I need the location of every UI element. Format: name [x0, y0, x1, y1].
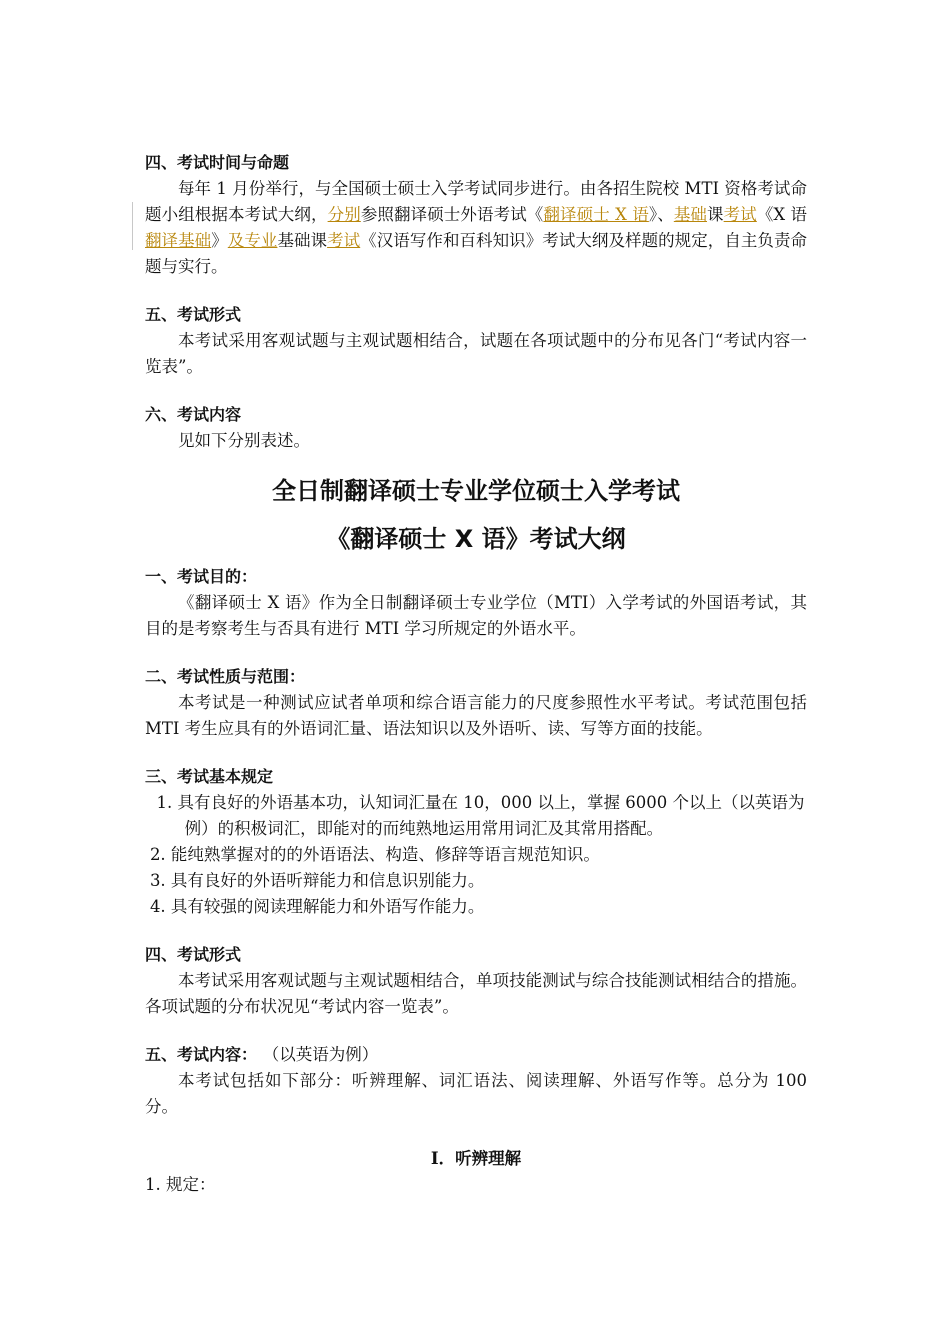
tracked-change-link[interactable]: 考试 — [327, 231, 361, 250]
tracked-change-link[interactable]: 翻译基础 — [145, 231, 212, 250]
paragraph-form: 本考试采用客观试题与主观试题相结合，试题在各项试题中的分布见各门“考试内容一览表”。 — [145, 331, 807, 376]
tracked-change-link[interactable]: 及专业 — [227, 231, 278, 250]
section-heading-content: 六、考试内容 — [145, 405, 242, 424]
spacer — [145, 1020, 807, 1042]
section-heading-exam-content-row — [145, 1042, 807, 1068]
text-run: 《汉语写作和百科知识》考试大纲及样题的规定，自主负责命题与实行。 — [145, 231, 808, 276]
paragraph-purpose: 《翻译硕士 X 语》作为全日制翻译硕士专业学位（MTI）入学考试的外国语考试，其目的是考察考生与否具有进行 MTI 学习所规定的外语水平。 — [145, 593, 807, 638]
spacer — [145, 920, 807, 942]
tracked-change-link[interactable]: 翻译硕士 X 语 — [543, 205, 649, 224]
paragraph-time — [145, 176, 807, 280]
paragraph-exam-content: 本考试包括如下部分：听辨理解、词汇语法、阅读理解、外语写作等。总分为 100 分。 — [145, 1071, 807, 1116]
list-item: 1. 具有良好的外语基本功，认知词汇量在 10，000 以上，掌握 6000 个以上（以英语为例）的积极词汇，即能对的而纯熟地运用常用词汇及其常用搭配。 — [156, 793, 805, 838]
section-heading-purpose: 一、考试目的： — [145, 567, 258, 586]
heading-note: （以英语为例） — [271, 1045, 379, 1064]
section-heading-exam-form: 四、考试形式 — [145, 945, 242, 964]
document-subtitle: 《翻译硕士 X 语》考试大纲 — [326, 525, 626, 553]
text-run: 基础课 — [277, 231, 328, 250]
list-item: 1. 规定： — [145, 1175, 216, 1194]
section-heading-time: 四、考试时间与命题 — [145, 153, 290, 172]
tracked-change-link[interactable]: 分别 — [327, 205, 361, 224]
text-run: 课 — [707, 205, 724, 224]
spacer — [145, 380, 807, 402]
text-run: 》、 — [648, 205, 674, 224]
spacer — [145, 742, 807, 764]
spacer — [145, 642, 807, 664]
list-item: 3. 具有良好的外语听辩能力和信息识别能力。 — [149, 871, 485, 890]
section-heading-rules: 三、考试基本规定 — [145, 767, 274, 786]
section-heading-form: 五、考试形式 — [145, 305, 242, 324]
paragraph-content: 见如下分别表述。 — [178, 431, 310, 450]
section-heading-nature: 二、考试性质与范围： — [145, 667, 306, 686]
revision-bar — [132, 202, 133, 250]
part-heading-listening: I．听辨理解 — [430, 1149, 522, 1168]
paragraph-nature: 本考试是一种测试应试者单项和综合语言能力的尺度参照性水平考试。考试范围包括 MTI 考生应具有的外语词汇量、语法知识以及外语听、读、写等方面的技能。 — [145, 693, 807, 738]
section-heading-exam-content: 五、考试内容： — [145, 1045, 258, 1064]
text-run: 》 — [211, 231, 228, 250]
text-run: 《X 语 — [756, 205, 808, 224]
document-page — [145, 150, 807, 1198]
text-run: 每年 1 月份举行，与全国硕士硕士入学考试同步进行。由各招生院校 MTI 资格考试命题小组根据本考试大纲， — [145, 179, 807, 224]
text-run: 参照翻译硕士外语考试《 — [360, 205, 544, 224]
list-item: 4. 具有较强的阅读理解能力和外语写作能力。 — [149, 897, 485, 916]
spacer — [145, 1120, 807, 1142]
spacer — [145, 280, 807, 302]
document-title: 全日制翻译硕士专业学位硕士入学考试 — [272, 477, 680, 505]
tracked-change-link[interactable]: 考试 — [723, 205, 757, 224]
list-item: 2. 能纯熟掌握对的的外语语法、构造、修辞等语言规范知识。 — [149, 845, 600, 864]
paragraph-exam-form: 本考试采用客观试题与主观试题相结合，单项技能测试与综合技能测试相结合的措施。各项试题的分布状况见“考试内容一览表”。 — [145, 971, 807, 1016]
tracked-change-link[interactable]: 基础 — [673, 205, 708, 224]
